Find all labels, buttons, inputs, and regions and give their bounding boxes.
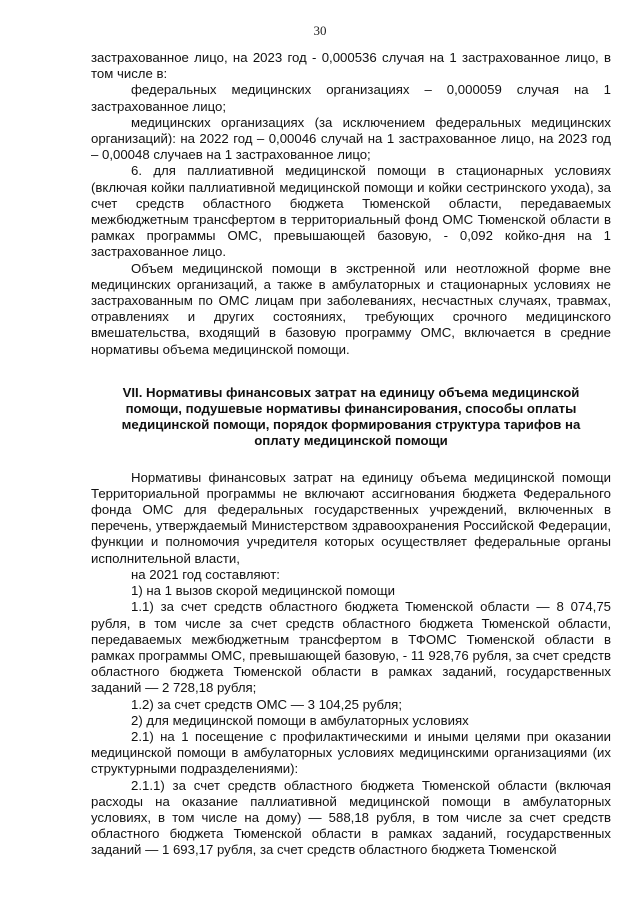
paragraphs-top <box>91 50 611 358</box>
paragraph: медицинских организациях (за исключением федеральных медицинских организаций): на 2022 год – 0,00046 случай на 1 застрахованное лицо, на 2023 год – 0,00048 случаев на 1 застрахованное лицо; <box>91 114 611 163</box>
paragraphs-bottom <box>91 470 611 859</box>
paragraph: застрахованное лицо, на 2023 год - 0,000536 случая на 1 застрахованное лицо, в том числе в: <box>91 50 611 82</box>
paragraph: 2.1) на 1 посещение с профилактическими и иными целями при оказании медицинской помощи в амбулаторных условиях медицинскими организациями (их структурными подразделениями): <box>91 728 611 777</box>
document-body <box>91 50 611 859</box>
page-number: 30 <box>313 23 327 38</box>
paragraph: 1.1) за счет средств областного бюджета Тюменской области — 8 074,75 рубля, в том числе за счет средств областного бюджета Тюменской области, передаваемых межбюджетным трансфертом в ТФОМС Тюменской области в рамках программы ОМС, превышающей базовую, - 11 928,76 рубля, за счет средств областного бюджета Тюменской области в рамках заданий, государственных заданий — 2 728,18 рубля; <box>91 599 611 696</box>
paragraph: 1) на 1 вызов скорой медицинской помощи <box>131 583 395 599</box>
paragraph: 1.2) за счет средств ОМС — 3 104,25 рубля; <box>131 696 402 712</box>
paragraph: на 2021 год составляют: <box>131 566 280 582</box>
paragraph: 2) для медицинской помощи в амбулаторных условиях <box>131 712 469 728</box>
section-heading: VII. Нормативы финансовых затрат на единицу объема медицинской помощи, подушевые нормативы финансирования, способы оплаты медицинской помощи, порядок формирования структура тарифов на оплату медицинской помощи <box>121 384 581 449</box>
paragraph: Нормативы финансовых затрат на единицу объема медицинской помощи Территориальной программы не включают ассигнования бюджета Федерального фонда ОМС для федеральных государственных учреждений, включенных в перечень, утверждаемый Министерством здравоохранения Российской Федерации, функции и полномочия учредителя которых осуществляет федеральные органы исполнительной власти, <box>91 469 611 566</box>
paragraph: 6. для паллиативной медицинской помощи в стационарных условиях (включая койки паллиативной медицинской помощи и койки сестринского ухода), за счет средств областного бюджета Тюменской области, передаваемых межбюджетным трансфертом в территориальный фонд ОМС Тюменской области в рамках программы ОМС, превышающей базовую, - 0,092 койко-дня на 1 застрахованное лицо. <box>91 163 611 260</box>
paragraph: федеральных медицинских организациях – 0,000059 случая на 1 застрахованное лицо; <box>91 82 611 114</box>
paragraph: Объем медицинской помощи в экстренной или неотложной форме вне медицинских организаций, а также в амбулаторных и стационарных условиях не застрахованным по ОМС лицам при заболеваниях, несчастных случаях, травмах, отравлениях и других состояниях, требующих срочного медицинского вмешательства, входящий в базовую программу ОМС, включается в средние нормативы объема медицинской помощи. <box>91 260 611 357</box>
paragraph: 2.1.1) за счет средств областного бюджета Тюменской области (включая расходы на оказание паллиативной медицинской помощи в амбулаторных условиях, в том числе на дому) — 588,18 рубля, в том числе за счет средств областного бюджета Тюменской области в рамках заданий, государственных заданий — 1 693,17 рубля, за счет средств областного бюджета Тюменской <box>91 777 611 858</box>
